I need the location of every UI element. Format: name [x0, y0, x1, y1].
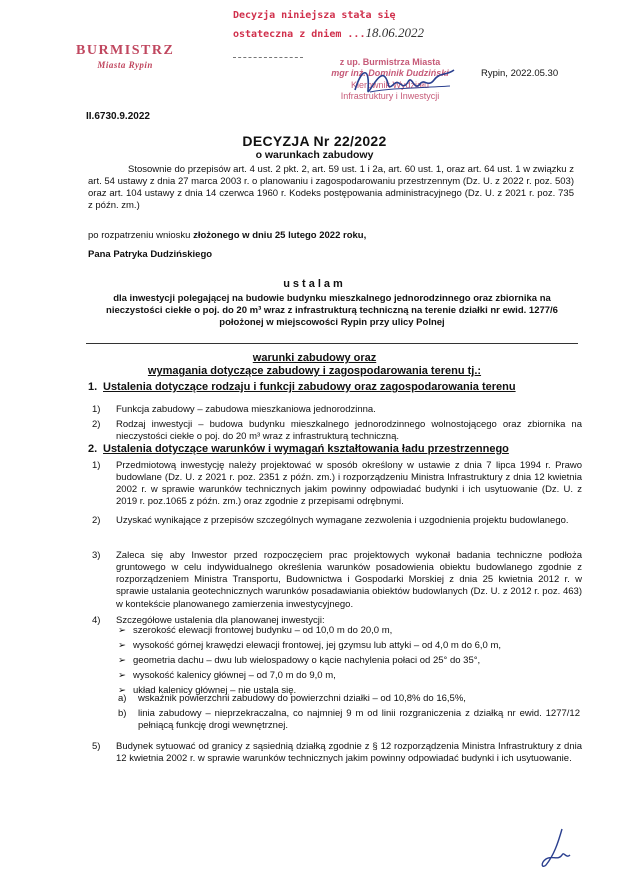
finality-stamp-line1: Decyzja niniejsza stała się [233, 10, 396, 21]
bullet-item: ➢ układ kalenicy głównej – nie ustala się. [118, 685, 297, 696]
list-item: 2) Uzyskać wynikające z przepisów szczególnych wymagane zezwolenia i uzgodnienia projektu budowlanego. [92, 515, 569, 526]
decision-title: DECYZJA Nr 22/2022 [242, 133, 387, 149]
request-date: złożonego w dniu 25 lutego 2022 roku, [193, 230, 367, 241]
divider [86, 343, 578, 344]
sub-item: b) linia zabudowy – nieprzekraczalna, co najmniej 9 m od linii rozgraniczenia z działką nr ewid. 1277/12 pełniącą funkcję drogi wewnętrznej. [118, 708, 580, 732]
conditions-heading-2: wymagania dotyczące zabudowy i zagospodarowania terenu tj.: [147, 365, 482, 377]
decision-subtitle: o warunkach zabudowy [255, 149, 374, 161]
list-item: 5) Budynek sytuować od granicy z sąsiednią działką zgodnie z § 12 rozporządzenia Ministra Infrastruktury z dnia 12 kwietnia 2002 r. w sprawie warunków technicznych jakim powinny odpowiadać budynki i ich usytuowanie. [92, 741, 582, 765]
arrow-bullet-icon: ➢ [118, 685, 126, 696]
authorization-line2: mgr inż. Dominik Dudziński [331, 68, 449, 79]
applicant-name: Pana Patryka Dudzińskiego [88, 249, 213, 260]
arrow-bullet-icon: ➢ [118, 640, 126, 651]
finality-date: 18.06.2022 [365, 24, 424, 40]
section-2-title: Ustalenia dotyczące warunków i wymagań kształtowania ładu przestrzennego [103, 443, 509, 455]
conditions-heading-1: warunki zabudowy oraz [252, 352, 377, 364]
section-1-heading [88, 380, 516, 394]
request-line [88, 230, 574, 242]
initials-icon [536, 825, 576, 873]
burmistrz-stamp [76, 42, 174, 71]
section-2-number: 2. [88, 443, 98, 455]
city-date: Rypin, 2022.05.30 [481, 68, 559, 79]
authorization-line1: z up. Burmistrza Miasta [339, 57, 441, 67]
burmistrz-stamp-city: Miasta Rypin [97, 59, 153, 70]
section-1-title: Ustalenia dotyczące rodzaju i funkcji zabudowy oraz zagospodarowania terenu [103, 381, 516, 393]
burmistrz-stamp-title: BURMISTRZ [76, 43, 175, 58]
list-item: 1) Funkcja zabudowy – zabudowa mieszkaniowa jednorodzinna. [92, 404, 376, 415]
case-reference: II.6730.9.2022 [86, 111, 150, 122]
arrow-bullet-icon: ➢ [118, 670, 126, 681]
bullet-item: ➢ szerokość elewacji frontowej budynku – od 10,0 m do 20,0 m, [118, 625, 393, 636]
list-item: 1) Przedmiotową inwestycję należy projektować w sposób określony w ustawie z dnia 7 lipca 1994 r. Prawo budowlane (Dz. U. z 2021 r. poz. 2351 z późn. zm.) i rozporządzeniu Ministra Infrastruktury z dnia 12 kwietnia 2002 r. w sprawie warunków technicznych jakim powinny odpowiadać budynki i ich usytuowanie (Dz. U. z 2019 r. poz.1065 z późn. zm.) oraz zgodnie z przepisami odrębnymi. [92, 460, 582, 508]
finality-stamp: Decyzja niniejsza stała się ostateczna z dniem ...18.06.2022 [233, 10, 424, 40]
ustalam-heading: ustalam [283, 278, 346, 290]
sub-item: a) wskaźnik powierzchni zabudowy do powierzchni działki – od 10,8% do 16,5%, [118, 693, 466, 704]
section-2-heading [88, 442, 509, 456]
list-item: 4) Szczegółowe ustalenia dla planowanej inwestycji: [92, 615, 325, 626]
signature-icon [350, 62, 460, 102]
finality-stamp-line2: ostateczna z dniem [233, 28, 342, 40]
request-prefix: po rozpatrzeniu wniosku [88, 230, 194, 241]
bullet-item: ➢ wysokość górnej krawędzi elewacji frontowej, jej gzymsu lub attyki – od 4,0 m do 6,0 m, [118, 640, 502, 651]
stamp-dashed-line [233, 57, 303, 58]
list-item: 3) Zaleca się aby Inwestor przed rozpoczęciem prac projektowych wykonał badania techniczne podłoża gruntowego w celu indywidualnego określenia warunków posadowienia obiektu budowlanego zgodnie z rozporządzeniem Ministra Transportu, Budownictwa i Gospodarki Morskiej z dnia 25 kwietnia 2012 r. w sprawie ustalania geotechnicznych warunków posadawiania obiektów budowlanych (Dz. U. z 2012 r. poz. 463) w kontekście planowanego zamierzenia inwestycyjnego. [92, 550, 582, 610]
legal-basis-paragraph: Stosownie do przepisów art. 4 ust. 2 pkt. 2, art. 59 ust. 1 i 2a, art. 60 ust. 1, oraz art. 64 ust. 1 w związku z art. 54 ustawy z dnia 27 marca 2003 r. o planowaniu i zagospodarowaniu przestrzennym (Dz. U. z 2022 r. poz. 503) oraz art. 104 ustawy z dnia 14 czerwca 1960 r. Kodeks postępowania administracyjnego (Dz. U. z 2021 r. poz. 735 z późn. zm.) [88, 164, 574, 212]
arrow-bullet-icon: ➢ [118, 625, 126, 636]
authorization-line3: Kierownik Wydziału [351, 79, 429, 90]
arrow-bullet-icon: ➢ [118, 655, 126, 666]
bullet-item: ➢ geometria dachu – dwu lub wielospadowy o kącie nachylenia połaci od 25° do 35°, [118, 655, 481, 666]
list-item: 2) Rodzaj inwestycji – budowa budynku mieszkalnego jednorodzinnego wolnostojącego oraz zbiornika na nieczystości ciekłe o poj. do 20 m³ wraz z infrastrukturą techniczną. [92, 419, 582, 443]
authorization-line4: Infrastruktury i Inwestycji [340, 90, 440, 101]
bullet-item: ➢ wysokość kalenicy głównej – od 7,0 m do 9,0 m, [118, 670, 336, 681]
section-1-number: 1. [88, 381, 98, 393]
investment-description: dla inwestycji polegającej na budowie budynku mieszkalnego jednorodzinnego oraz zbiornika na nieczystości ciekłe o poj. do 20 m³ wraz z infrastrukturą techniczną na terenie działki nr ewid. 1277/6 położonej w miejscowości Rypin przy ulicy Polnej [106, 293, 558, 329]
